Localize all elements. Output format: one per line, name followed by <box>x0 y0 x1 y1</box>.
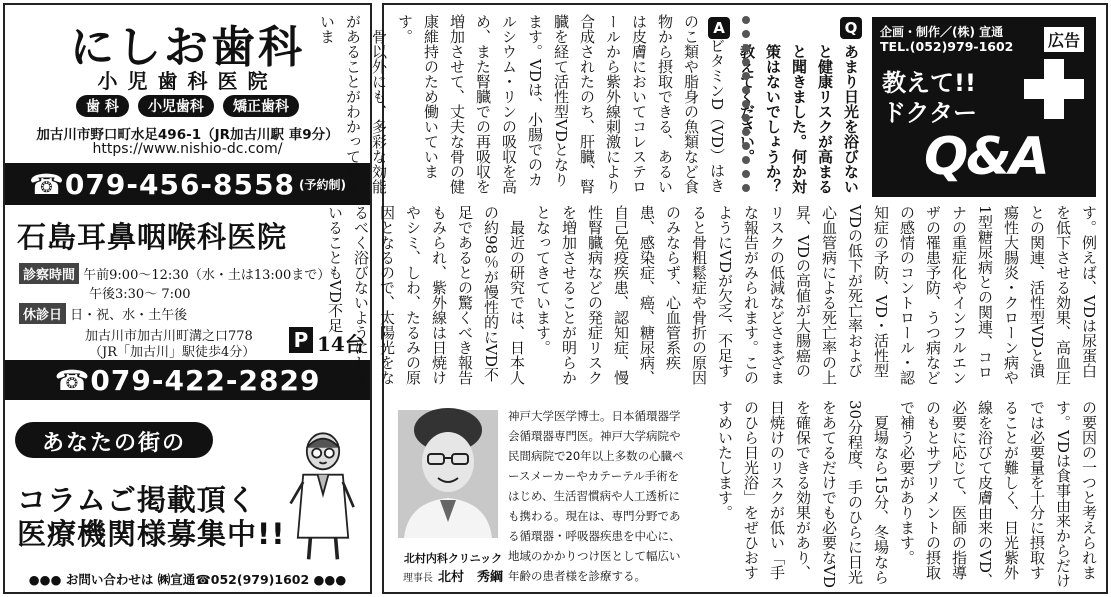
header-title2: ドクター <box>882 99 978 127</box>
closed-label: 休診日 <box>19 303 66 324</box>
doctor-photo <box>398 410 498 538</box>
doctor-profile <box>392 400 690 586</box>
ishijima-name: 石島耳鼻咽喉科医院 <box>17 220 288 254</box>
tag-pediatric: 小児歯科 <box>138 95 214 117</box>
hours-line1: 午前9:00〜12:30（水・土は13:00まで） <box>83 268 331 283</box>
header-title1: 教えて!! <box>882 69 976 97</box>
answer-para-6: 夏場なら15分、冬場なら30分程度、手のひらに日光をあてるだけでも必要なVDを確保できる効果があり、日焼けのリスクが低い「手のひら日光浴」をぜひおすすめいたします。 <box>716 400 890 588</box>
answer-para-4: 最近の研究では、日本人の約98％が慢性的にVD不足であるとの驚くべき報告もみられ、紫外線は日焼けやシミ、しわ、たるみの原因となるので、太陽光をなるべく浴びないようにしていることもVD不足 <box>326 205 526 385</box>
doctor-title: 理事長 <box>402 573 433 584</box>
nishio-address: 加古川市野口町水足496-1（JR加古川駅 車9分） <box>36 127 339 143</box>
doctor-bio: 神戸大学医学博士。日本循環器学会循環器専門医。神戸大学病院や民間病院で20年以上多数の心臓ペースメーカーやカテーテル手術をはじめ、生活習慣病や人工透析にも携わる。現在は、専門分野である循環器・呼吸器疾患を中心に、地域のかかりつけ医として幅広い年齢の患者様を診療する。 <box>508 409 684 583</box>
doctor-clinic: 北村内科クリニック <box>403 552 503 565</box>
producer-tel[interactable]: TEL.(052)979-1602 <box>880 39 1014 54</box>
recruit-ad <box>5 400 370 592</box>
recruit-line2: コラムご掲載頂く <box>17 483 257 517</box>
ishijima-ad <box>5 205 370 400</box>
recruit-contact: ●●● お問い合わせは ㈱宣通☎052(979)1602 ●●● <box>28 572 347 587</box>
nishio-url[interactable]: https://www.nishio-dc.com/ <box>92 141 283 157</box>
ad-label: 広告 <box>1044 27 1084 52</box>
parking-icon: P <box>289 327 313 353</box>
recruit-line3: 医療機関様募集中!! <box>17 517 286 551</box>
medical-cross-icon <box>1024 59 1084 119</box>
ishijima-phone-bar <box>5 360 370 400</box>
tag-orthodontic: 矯正歯科 <box>223 95 299 117</box>
doctor-name-row <box>398 566 508 585</box>
ishijima-address2: （JR「加古川」駅徒歩4分） <box>89 345 256 360</box>
answer-para-5: の要因の一つと考えられます。VDは食事由来からだけでは必要量を十分に摂取することが難しく、日光紫外線を浴びて皮膚由来のVD、必要に応じて、医師の指導のもとサプリメントの摂取で補う必要があります。 <box>898 400 1098 588</box>
producer-text: 企画・制作／(株) 宣通 <box>880 25 1004 39</box>
nishio-subtitle: 小児歯科医院 <box>97 69 278 93</box>
question-marker: Q <box>840 17 862 39</box>
nishio-name: にしお歯科 <box>70 22 305 73</box>
recruit-line1: あなたの街の <box>41 431 186 456</box>
answer-para-2: 骨以外にも、多彩な効能があることがわかってきていま <box>318 14 388 194</box>
hours-line2: 午後3:30〜 7:00 <box>89 287 191 302</box>
parking-count: 14台 <box>317 332 365 356</box>
closed-value: 日・祝、水・土午後 <box>70 308 188 323</box>
nishio-phone[interactable]: ☎079-456-8558 <box>29 167 295 201</box>
answer-marker: A <box>708 17 730 39</box>
question-text: あまり日光を浴びないと健康リスクが高まると聞きました。何か対策はないでしょうか？ えてください。 <box>738 44 860 194</box>
hours-label: 診察時間 <box>19 263 79 284</box>
answer-para-3: す。例えば、VDは尿蛋白を低下させる効果、高血圧との関連、活性型VDと潰瘍性大腸炎・クローン病や1型糖尿病との関連、コロナの重症化やインフルエンザの罹患予防、うつ病などの感情のコントロール・認知症の予防、VD・活性型VDの低下が死亡率および心血管病による死亡率の上昇、VDの高値が大腸癌のリスクの低減などさまざまな報告がみられます。このようにVDが欠乏、不足すると骨粗鬆症や骨折の原因のみならず、心血管系疾患、感染症、癌、糖尿病、自己免疫疾患、認知症、慢性腎臓病などの発症リスクを増加させることが明らかとなってきています。 <box>534 205 1098 385</box>
doctor-name: 北村 秀綱 <box>438 570 504 585</box>
ishijima-address1: 加古川市加古川町溝之口778 <box>85 329 253 344</box>
dotted-divider <box>740 14 752 194</box>
tag-dentistry: 歯 科 <box>76 95 129 117</box>
answer-para-1: ビタミンD（VD）はきのこ類や脂身の魚類など食物から摂取できる、あるいは皮膚においてコレステロールから紫外線刺激により合成されたのち、肝臓、腎臓を経て活性型VDとなります。VDは、小腸でのカルシウム・リンの吸収を高め、また腎臓での再吸収を増加させて、丈夫な骨の健康維持のため働いています。 <box>396 14 726 194</box>
header-qa: Q&A <box>924 127 1048 187</box>
answer-block-3 <box>700 400 1102 588</box>
qa-header <box>872 17 1096 197</box>
closed-row <box>19 303 187 324</box>
nishio-phone-note: (予約制) <box>298 177 346 192</box>
hours-row <box>19 263 364 284</box>
doctor-mascot-icon <box>287 430 359 568</box>
doctor-portrait-icon <box>398 410 498 538</box>
ishijima-phone[interactable]: ☎079-422-2829 <box>54 363 321 397</box>
